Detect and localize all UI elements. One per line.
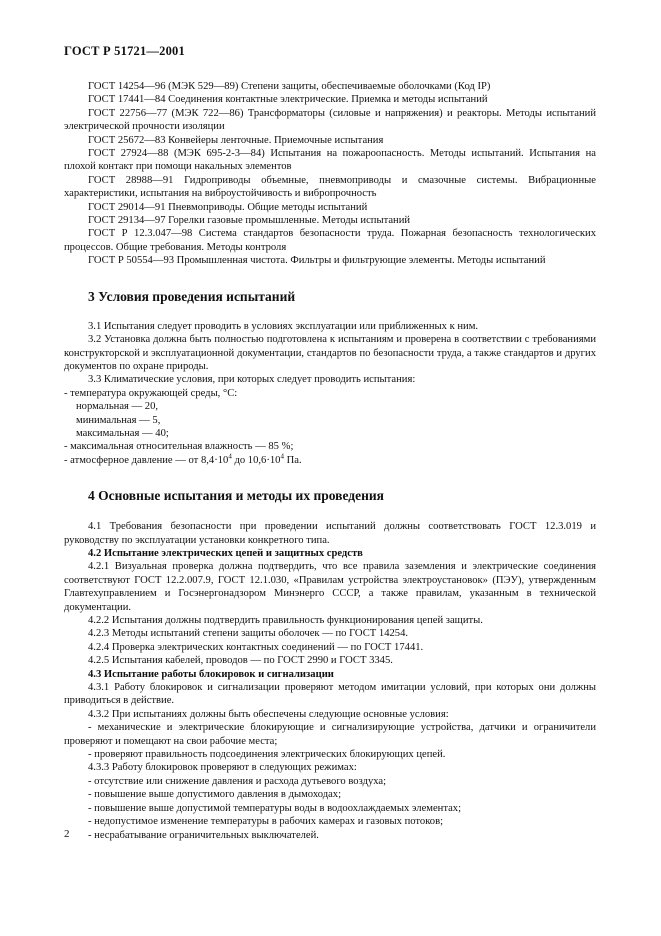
clause-3-2: 3.2 Установка должна быть полностью подготовлена к испытаниям и проверена в соответствии с требованиями конструкторской и эксплуатационной документации, стандартов по безопасности труда, а также стандартов и других документов по охране природы. (64, 334, 596, 372)
clause-4-2-3: 4.2.3 Методы испытаний степени защиты оболочек — по ГОСТ 14254. (88, 628, 409, 640)
mode-item: - недопустимое изменение температуры в рабочих камерах и газовых потоков; (88, 816, 444, 828)
page-number: 2 (64, 828, 70, 840)
reference-item: ГОСТ 28988—91 Гидроприводы объемные, пневмоприводы и смазочные системы. Вибрационные характеристики, испытания на виброустойчивость и вибропрочность (64, 174, 596, 200)
pressure-text-start: - атмосферное давление — от 8,4·10 (64, 454, 229, 466)
condition-item: - проверяют правильность подсоединения электрических блокирующих цепей. (88, 749, 446, 761)
humidity-item: - максимальная относительная влажность — 85 %; (64, 441, 294, 453)
reference-item: ГОСТ 29014—91 Пневмоприводы. Общие методы испытаний (88, 201, 368, 213)
mode-item: - повышение выше допустимого давления в дымоходах; (88, 789, 342, 801)
reference-item: ГОСТ Р 50554—93 Промышленная чистота. Фильтры и фильтрующие элементы. Методы испытаний (88, 255, 546, 267)
clause-4-3-1: 4.3.1 Работу блокировок и сигнализации проверяют методом имитации условий, при которых они должны приводиться в действие. (64, 682, 596, 707)
clause-4-3-2: 4.3.2 При испытаниях должны быть обеспечены следующие основные условия: (88, 708, 449, 720)
reference-item: ГОСТ 27924—88 (МЭК 695-2-3—84) Испытания на пожароопасность. Методы испытаний. Испытания на плохой контакт при помощи накальных элементов (64, 148, 596, 173)
reference-item: ГОСТ 29134—97 Горелки газовые промышленные. Методы испытаний (88, 215, 411, 227)
clause-4-2-5: 4.2.5 Испытания кабелей, проводов — по ГОСТ 2990 и ГОСТ 3345. (88, 655, 393, 667)
document-header: ГОСТ Р 51721—2001 (64, 44, 185, 58)
pressure-exponent-1: 4 (228, 452, 232, 461)
page-body (64, 80, 596, 842)
clause-4-2-heading: 4.2 Испытание электрических цепей и защитных средств (88, 547, 363, 559)
reference-item: ГОСТ 25672—83 Конвейеры ленточные. Приемочные испытания (88, 134, 384, 146)
temperature-maximal: максимальная — 40; (76, 427, 169, 439)
reference-item: ГОСТ 22756—77 (МЭК 722—86) Трансформаторы (силовые и напряжения) и реакторы. Методы испытаний электрической прочности изоляции (64, 107, 596, 133)
temperature-item: - температура окружающей среды, °С: (64, 387, 238, 399)
pressure-item (64, 454, 596, 467)
clause-4-3-3: 4.3.3 Работу блокировок проверяют в следующих режимах: (88, 762, 357, 774)
pressure-text-mid: до 10,6·10 (231, 454, 281, 466)
temperature-minimal: минимальная — 5, (76, 414, 161, 426)
clause-3-3: 3.3 Климатические условия, при которых следует проводить испытания: (88, 374, 416, 386)
clause-4-3-heading: 4.3 Испытание работы блокировок и сигнализации (88, 668, 334, 680)
reference-item: ГОСТ Р 12.3.047—98 Система стандартов безопасности труда. Пожарная безопасность технологических процессов. Общие требования. Методы контроля (64, 228, 596, 253)
reference-item: ГОСТ 14254—96 (МЭК 529—89) Степени защиты, обеспечиваемые оболочками (Код IP) (88, 81, 491, 92)
mode-item: - отсутствие или снижение давления и расхода дутьевого воздуха; (88, 775, 387, 787)
reference-item: ГОСТ 17441—84 Соединения контактные электрические. Приемка и методы испытаний (88, 94, 488, 106)
clause-4-1: 4.1 Требования безопасности при проведении испытаний должны соответствовать ГОСТ 12.3.019 и руководству по эксплуатации установки конкретного типа. (64, 521, 596, 546)
clause-4-2-1: 4.2.1 Визуальная проверка должна подтвердить, что все правила заземления и электрические соединения соответствуют ГОСТ 12.2.007.9, ГОСТ 12.1.030, «Правилам устройства электроустановок» (ПЭУ), утвержденным Главтехуправлением и Госэнергонадзором Минэнерго СССР, а также правилам, указанным в технической документации. (64, 561, 596, 613)
mode-item: - несрабатывание ограничительных выключателей. (88, 829, 319, 841)
clause-3-1: 3.1 Испытания следует проводить в условиях эксплуатации или приближенных к ним. (88, 320, 479, 332)
mode-item: - повышение выше допустимой температуры воды в водоохлаждаемых элементах; (88, 802, 462, 814)
pressure-exponent-2: 4 (280, 452, 284, 461)
normative-references (64, 80, 596, 268)
clause-4-2-2: 4.2.2 Испытания должны подтвердить правильность функционирования цепей защиты. (88, 615, 483, 626)
section-3-heading: 3 Условия проведения испытаний (88, 288, 296, 304)
condition-item: - механические и электрические блокирующие и сигнализирующие устройства, датчики и ограничители проверяют и помещают на свои рабочие места; (64, 722, 596, 747)
clause-4-2-4: 4.2.4 Проверка электрических контактных соединений — по ГОСТ 17441. (88, 641, 424, 653)
section-4-heading: 4 Основные испытания и методы их проведения (88, 488, 384, 504)
temperature-nominal: нормальная — 20, (76, 401, 159, 413)
pressure-text-end: Па. (283, 454, 302, 466)
